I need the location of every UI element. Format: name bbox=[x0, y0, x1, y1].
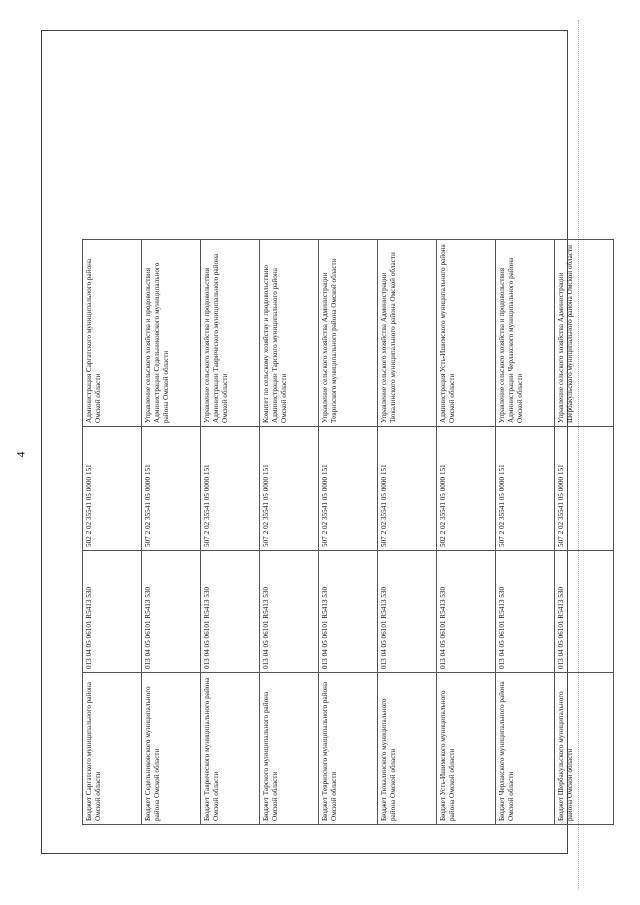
table-row bbox=[260, 240, 319, 825]
administrator-cell: Управление сельского хозяйства Администрации Шербакульского муниципального района Омской области bbox=[555, 240, 614, 427]
expense-code-cell: 013 04 05 06101 R5413 530 bbox=[260, 551, 319, 673]
income-code-cell: 507 2 02 35541 05 0000 151 bbox=[555, 427, 614, 551]
administrator-cell: Администрация Усть-Ишимского муниципального района Омской области bbox=[437, 240, 496, 427]
budget-cell: Бюджет Тюкалинского муниципального района Омской области bbox=[378, 673, 437, 825]
administrator-cell: Управление сельского хозяйства и продовольствия Администрации Седельниковского муниципального района Омской области bbox=[142, 240, 201, 427]
administrator-cell: Управление сельского хозяйства Администрации Тевризского муниципального района Омской области bbox=[319, 240, 378, 427]
expense-code-cell: 013 04 05 06101 R5413 530 bbox=[319, 551, 378, 673]
budget-cell: Бюджет Черлакского муниципального района Омской области bbox=[496, 673, 555, 825]
administrator-cell: Комитет по сельскому хозяйству и продовольствию Администрации Тарского муниципального района Омской области bbox=[260, 240, 319, 427]
income-code-cell: 502 2 02 35541 05 0000 151 bbox=[83, 427, 142, 551]
administrator-cell: Управление сельского хозяйства Администрации Тюкалинского муниципального района Омской области bbox=[378, 240, 437, 427]
expense-code-cell: 013 04 05 06101 R5413 530 bbox=[555, 551, 614, 673]
rotated-table-container bbox=[82, 240, 574, 825]
income-code-cell: 507 2 02 35541 05 0000 151 bbox=[319, 427, 378, 551]
table-row bbox=[555, 240, 614, 825]
table-row bbox=[378, 240, 437, 825]
income-code-cell: 507 2 02 35541 05 0000 151 bbox=[378, 427, 437, 551]
administrator-cell: Администрация Саргатского муниципального района Омской области bbox=[83, 240, 142, 427]
expense-code-cell: 013 04 05 06101 R5413 530 bbox=[142, 551, 201, 673]
table-row bbox=[437, 240, 496, 825]
page-number: 4 bbox=[13, 451, 28, 458]
administrator-cell: Управление сельского хозяйства и продовольствия Администрации Таврического муниципального района Омской области bbox=[201, 240, 260, 427]
budget-cell: Бюджет Саргатского муниципального района Омской области bbox=[83, 673, 142, 825]
table-row bbox=[201, 240, 260, 825]
budget-table bbox=[82, 239, 614, 825]
table-row bbox=[319, 240, 378, 825]
table-body bbox=[83, 240, 614, 825]
expense-code-cell: 013 04 05 06101 R5413 530 bbox=[496, 551, 555, 673]
budget-cell: Бюджет Таврического муниципального района Омской области bbox=[201, 673, 260, 825]
table-row bbox=[83, 240, 142, 825]
expense-code-cell: 013 04 05 06101 R5413 530 bbox=[201, 551, 260, 673]
table-row bbox=[142, 240, 201, 825]
budget-cell: Бюджет Тарского муниципального района Омской области bbox=[260, 673, 319, 825]
income-code-cell: 507 2 02 35541 05 0000 151 bbox=[260, 427, 319, 551]
expense-code-cell: 013 04 05 06101 R5413 530 bbox=[437, 551, 496, 673]
expense-code-cell: 013 04 05 06101 R5413 530 bbox=[83, 551, 142, 673]
table-row bbox=[496, 240, 555, 825]
expense-code-cell: 013 04 05 06101 R5413 530 bbox=[378, 551, 437, 673]
budget-cell: Бюджет Усть-Ишимского муниципального района Омской области bbox=[437, 673, 496, 825]
income-code-cell: 507 2 02 35541 05 0000 151 bbox=[201, 427, 260, 551]
income-code-cell: 507 2 02 35541 05 0000 151 bbox=[496, 427, 555, 551]
income-code-cell: 502 2 02 35541 05 0000 151 bbox=[437, 427, 496, 551]
budget-cell: Бюджет Тевризского муниципального района Омской области bbox=[319, 673, 378, 825]
income-code-cell: 507 2 02 35541 05 0000 151 bbox=[142, 427, 201, 551]
administrator-cell: Управление сельского хозяйства и продовольствия Администрации Черлакского муниципального района Омской области bbox=[496, 240, 555, 427]
budget-cell: Бюджет Шербакульского муниципального района Омской области bbox=[555, 673, 614, 825]
budget-cell: Бюджет Седельниковского муниципального района Омской области bbox=[142, 673, 201, 825]
